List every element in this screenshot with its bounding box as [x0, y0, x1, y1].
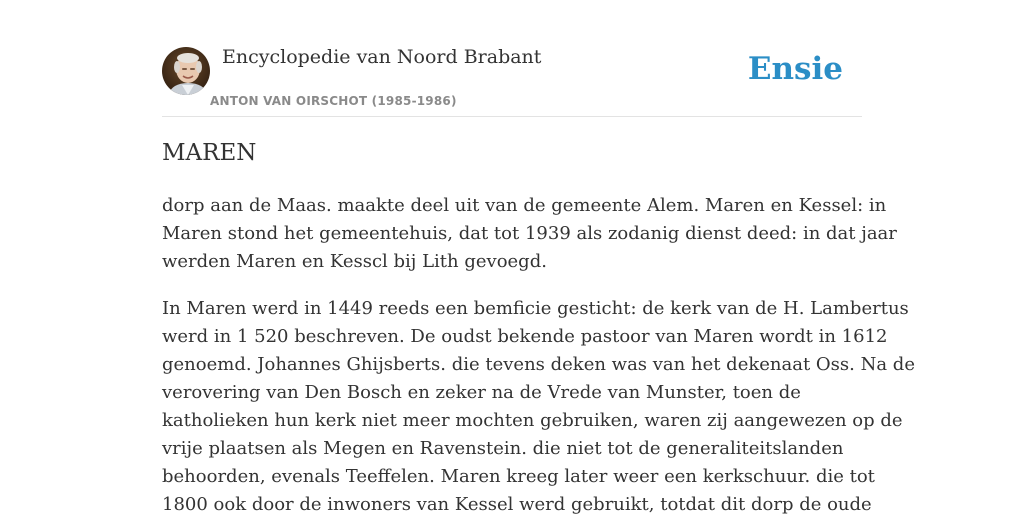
author-avatar[interactable]	[162, 47, 210, 95]
paragraph-line: genoemd. Johannes Ghijsberts. die tevens deken was van het dekenaat Oss. Na de	[162, 354, 915, 375]
header	[162, 0, 862, 117]
paragraph-line: behoorden, evenals Teeffelen. Maren kreeg later weer een kerkschuur. die tot	[162, 466, 875, 487]
article-paragraph-2	[162, 295, 915, 519]
paragraph-line: katholieken hun kerk niet meer mochten gebruiken, waren zij aangewezen op de	[162, 410, 903, 431]
article-paragraph-1	[162, 192, 897, 276]
paragraph-line: dorp aan de Maas. maakte deel uit van de gemeente Alem. Maren en Kessel: in	[162, 195, 887, 216]
paragraph-line: werd in 1 520 beschreven. De oudst bekende pastoor van Maren wordt in 1612	[162, 326, 888, 347]
paragraph-line: werden Maren en Kesscl bij Lith gevoegd.	[162, 251, 547, 272]
avatar-portrait-icon	[162, 47, 210, 95]
site-title[interactable]: Encyclopedie van Noord Brabant	[222, 46, 542, 68]
author-name[interactable]: ANTON VAN OIRSCHOT (1985-1986)	[210, 94, 457, 108]
paragraph-line: verovering van Den Bosch en zeker na de Vrede van Munster, toen de	[162, 382, 801, 403]
page	[162, 0, 915, 515]
paragraph-line: Maren stond het gemeentehuis, dat tot 1939 als zodanig dienst deed: in dat jaar	[162, 223, 897, 244]
article-title: MAREN	[162, 140, 257, 166]
paragraph-line: 1800 ook door de inwoners van Kessel werd gebruikt, totdat dit dorp de oude	[162, 494, 872, 515]
paragraph-line: vrije plaatsen als Megen en Ravenstein. die niet tot de generaliteitslanden	[162, 438, 844, 459]
paragraph-line: In Maren werd in 1449 reeds een bemficie gesticht: de kerk van de H. Lambertus	[162, 298, 909, 319]
brand-logo[interactable]: Ensie	[747, 51, 843, 87]
